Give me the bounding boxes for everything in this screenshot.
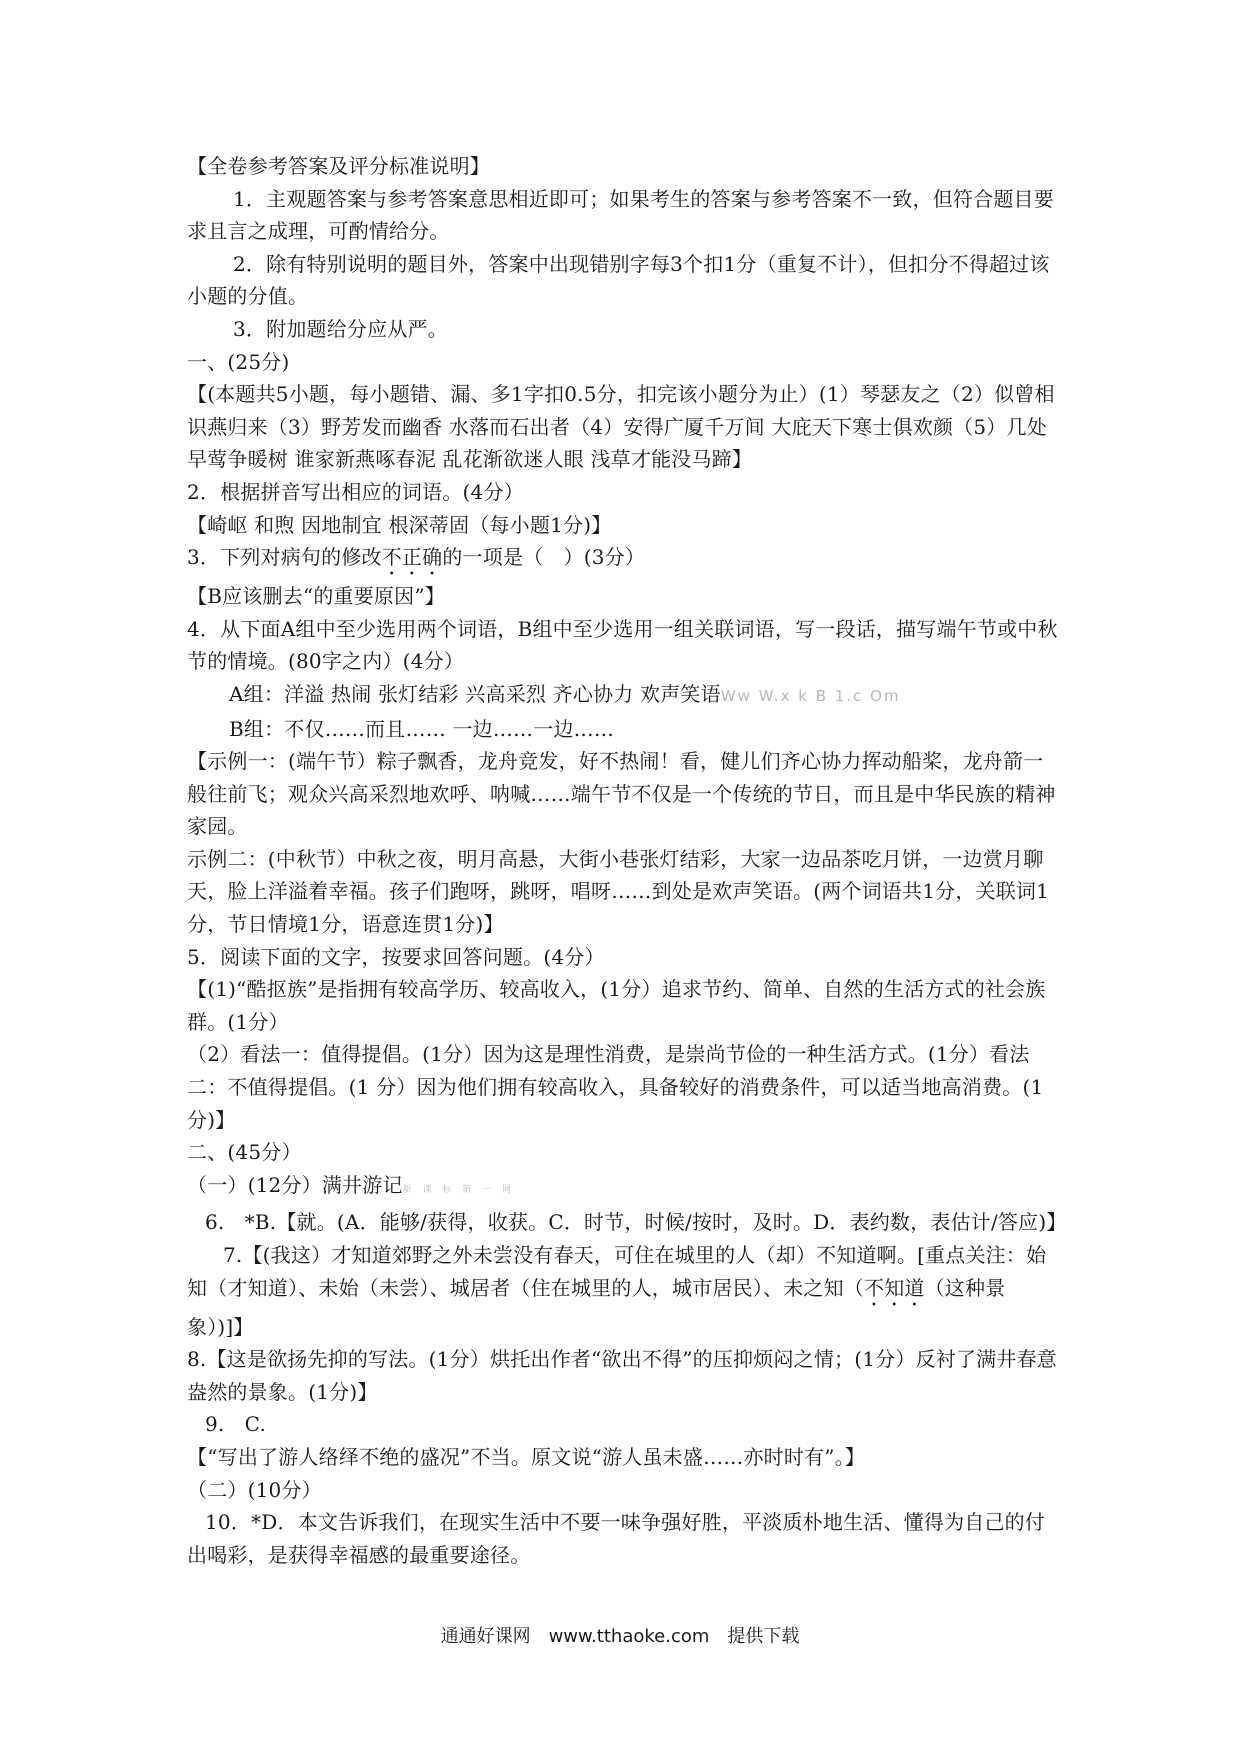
- question-7: [187, 1239, 1062, 1343]
- watermark-small-text: 新 课 标 第 一 网: [402, 1184, 515, 1195]
- page-footer: 通通好课网 www.tthaoke.com 提供下载: [440, 1626, 800, 1647]
- section-two-title: 二、(45分）: [187, 1140, 302, 1165]
- question-10: 10．*D．本文告诉我们，在现实生活中不要一味争强好胜，平淡质朴地生活、懂得为自己的付出喝彩，是获得幸福感的最重要途径。: [187, 1510, 1046, 1567]
- question-3-answer: 【B应该删去“的重要原因”】: [187, 584, 445, 609]
- question-3-prefix: 3．下列对病句的修改: [187, 545, 382, 570]
- section-one-title: 一、(25分): [187, 349, 290, 374]
- part-one-title-text: （一）(12分）满井游记: [187, 1172, 403, 1197]
- question-2: 2．根据拼音写出相应的词语。(4分）: [187, 479, 524, 504]
- question-4-example-2: 示例二：(中秋节）中秋之夜，明月高悬，大街小巷张灯结彩，大家一边品茶吃月饼，一边赏月聊天，脸上洋溢着幸福。孩子们跑呀，跳呀，唱呀……到处是欢声笑语。(两个词语共1分，关联词1分，节日情境1分，语意连贯1分)】: [187, 846, 1050, 937]
- question-7-emphasis: 不知道: [864, 1275, 925, 1300]
- group-a-text: A组：洋溢 热闹 张灯结彩 兴高采烈 齐心协力 欢声笑语: [229, 681, 721, 706]
- question-1-answer: 【(本题共5小题，每小题错、漏、多1字扣0.5分，扣完该小题分为止）(1）琴瑟友之（2）似曾相识燕归来（3）野芳发而幽香 水落而石出者（4）安得广厦千万间 大庇天下寒士俱欢颜（5）几处早莺争暖树 谁家新燕啄春泥 乱花渐欲迷人眼 浅草才能没马蹄】: [187, 382, 1055, 472]
- question-7-prefix: 7.【(我这）才知道郊野之外未尝没有春天，可住在城里的人（却）不知道啊。[重点关注：始知（才知道）、未始（未尝）、城居者（住在城里的人，城市居民）、未之知（: [187, 1243, 1047, 1300]
- watermark-text: Ww W.x k B 1.c Om: [720, 686, 901, 705]
- question-3-suffix: 的一项是（ ）(3分）: [442, 545, 646, 570]
- question-3-emphasis: 不正确: [381, 545, 443, 570]
- question-6: 6. *B.【就。(A．能够/获得，收获。C．时节，时候/按时，及时。D．表约数，表估计/答应)】: [205, 1210, 1067, 1235]
- part-one-title: [187, 1169, 1062, 1207]
- question-4-group-a: [187, 678, 1062, 713]
- scoring-note-1: 1．主观题答案与参考答案意思相近即可；如果考生的答案与参考答案不一致，但符合题目要求且言之成理，可酌情给分。: [187, 186, 1054, 244]
- question-4-example-1: 【示例一：(端午节）粽子飘香，龙舟竞发，好不热闹！看，健儿们齐心协力挥动船桨，龙舟箭一般往前飞；观众兴高采烈地欢呼、呐喊……端午节不仅是一个传统的节日，而且是中华民族的精神家园。: [187, 749, 1056, 839]
- scoring-note-3: 3．附加题给分应从严。: [233, 316, 448, 341]
- scoring-note-2: 2．除有特别说明的题目外，答案中出现错别字每3个扣1分（重复不计），但扣分不得超过该小题的分值。: [187, 251, 1050, 309]
- question-3: [187, 541, 1062, 580]
- question-9-answer: 【“写出了游人络绎不绝的盛况”不当。原文说“游人虽未盛……亦时时有”。】: [187, 1444, 866, 1469]
- question-8: 8.【这是欲扬先抑的写法。(1分）烘托出作者“欲出不得”的压抑烦闷之情；(1分）反衬了满井春意盎然的景象。(1分)】: [187, 1347, 1057, 1404]
- question-5: 5．阅读下面的文字，按要求回答问题。(4分）: [187, 944, 605, 969]
- answer-key-content: [187, 150, 1067, 1571]
- question-5-answer-2: （2）看法一：值得提倡。(1分）因为这是理性消费，是崇尚节俭的一种生活方式。(1分）看法二：不值得提倡。(1 分）因为他们拥有较高收入，具备较好的消费条件，可以适当地高消费。(1分)】: [187, 1042, 1044, 1132]
- question-5-answer-1: 【(1)“酷抠族”是指拥有较高学历、较高收入，(1分）追求节约、简单、自然的生活方式的社会族群。(1分）: [187, 977, 1046, 1034]
- question-9: 9. C.: [205, 1412, 267, 1437]
- question-2-answer: 【崎岖 和煦 因地制宜 根深蒂固（每小题1分)】: [187, 512, 612, 537]
- question-4: 4．从下面A组中至少选用两个词语，B组中至少选用一组关联词语，写一段话，描写端午节或中秋节的情境。(80字之内）(4分）: [187, 616, 1058, 674]
- question-7-suffix: （这种景象）)]】: [187, 1275, 1006, 1339]
- document-header: 【全卷参考答案及评分标准说明】: [187, 154, 490, 178]
- part-two-title: （二）(10分）: [187, 1477, 322, 1502]
- question-4-group-b: B组：不仅……而且…… 一边……一边……: [229, 716, 615, 741]
